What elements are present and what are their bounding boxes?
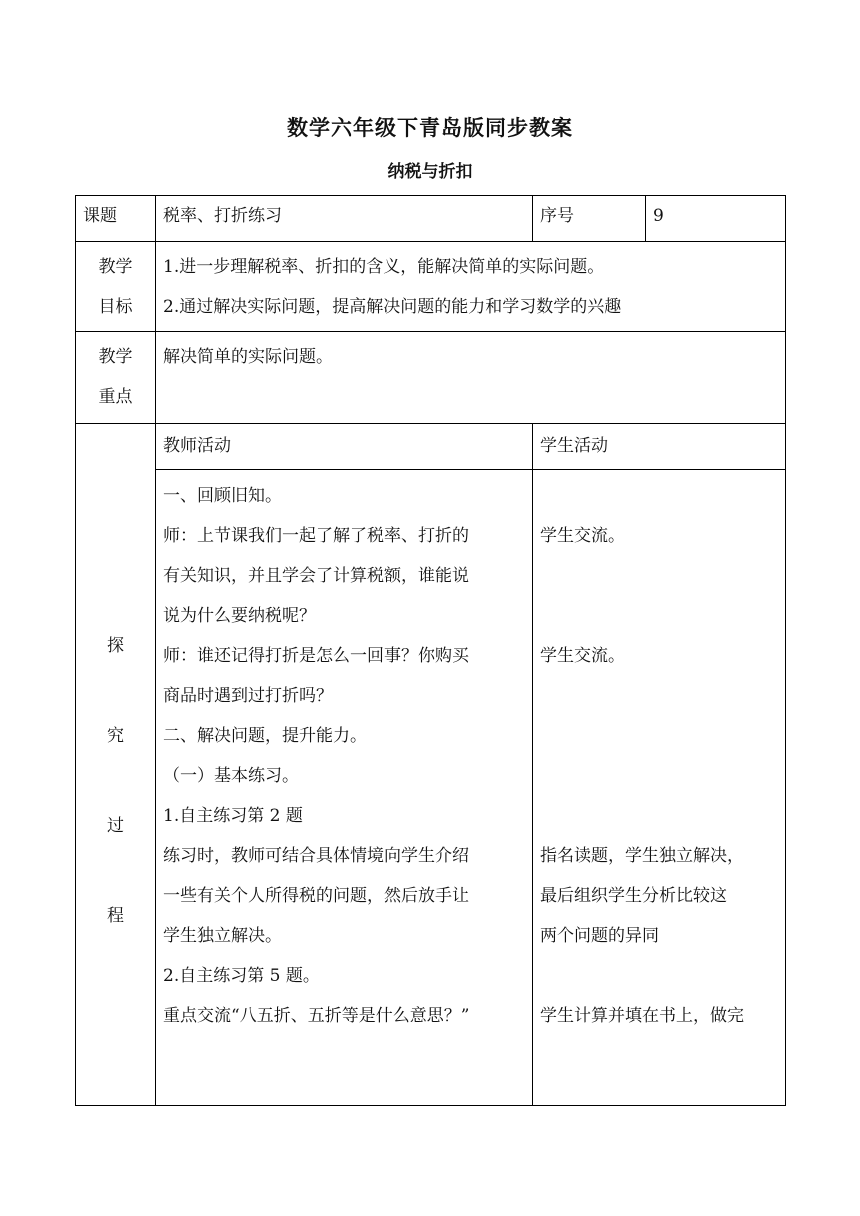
goal-line: 1.进一步理解税率、折扣的含义，能解决简单的实际问题。	[163, 257, 605, 277]
focus-text: 解决简单的实际问题。	[163, 347, 333, 367]
teacher-line: 说为什么要纳税呢？	[163, 606, 316, 626]
topic-label-cell	[76, 196, 156, 242]
teacher-line: 一、回顾旧知。	[163, 486, 282, 506]
student-line	[540, 556, 778, 596]
teacher-line: 1.自主练习第 2 题	[163, 806, 303, 826]
teacher-line: 练习时，教师可结合具体情境向学生介绍	[163, 846, 469, 866]
process-label-char: 程	[107, 906, 124, 926]
focus-content-cell	[156, 332, 786, 424]
process-label-char: 探	[107, 636, 124, 656]
activity-header-row	[76, 424, 786, 470]
activity-content-row	[76, 470, 786, 1106]
student-line	[540, 476, 778, 516]
teacher-line: 师：上节课我们一起了解了税率、打折的	[163, 526, 469, 546]
goal-line: 2.通过解决实际问题，提高解决问题的能力和学习数学的兴趣	[163, 297, 622, 317]
student-line: 指名读题，学生独立解决，	[540, 846, 744, 866]
focus-row	[76, 332, 786, 424]
goals-content-cell	[156, 242, 786, 332]
student-line: 学生交流。	[540, 526, 625, 546]
teacher-activity-cell	[156, 470, 533, 1106]
sequence-label: 序号	[540, 206, 574, 226]
student-line	[540, 676, 778, 716]
document-title: 数学六年级下青岛版同步教案	[287, 116, 573, 140]
teacher-line: 二、解决问题，提升能力。	[163, 726, 367, 746]
teacher-line: 师：谁还记得打折是怎么一回事？你购买	[163, 646, 469, 666]
process-label	[83, 424, 148, 939]
student-line	[540, 596, 778, 636]
teacher-line: 有关知识，并且学会了计算税额，谁能说	[163, 566, 469, 586]
student-activity-cell	[533, 470, 786, 1106]
goals-label-line: 目标	[98, 297, 133, 317]
sequence-value: 9	[653, 206, 664, 226]
process-label-char: 过	[107, 816, 124, 836]
teacher-line: （一）基本练习。	[163, 766, 299, 786]
student-line	[540, 716, 778, 756]
lesson-plan-table	[75, 195, 786, 1106]
student-line	[540, 756, 778, 796]
student-header-cell	[533, 424, 786, 470]
goals-label-cell	[76, 242, 156, 332]
goals-label-line: 教学	[98, 257, 133, 277]
process-label-cell	[76, 424, 156, 1106]
teacher-line: 一些有关个人所得税的问题，然后放手让	[163, 886, 469, 906]
topic-value-cell	[156, 196, 533, 242]
teacher-line: 重点交流“八五折、五折等是什么意思？”	[163, 1006, 470, 1026]
student-line: 学生计算并填在书上，做完	[540, 1006, 744, 1026]
topic-value: 税率、打折练习	[163, 206, 282, 226]
teacher-activity-header: 教师活动	[163, 436, 231, 456]
teacher-header-cell	[156, 424, 533, 470]
student-line: 最后组织学生分析比较这	[540, 886, 727, 906]
topic-label: 课题	[83, 206, 117, 226]
student-line: 两个问题的异同	[540, 926, 659, 946]
topic-row	[76, 196, 786, 242]
focus-label-line: 教学	[98, 347, 133, 367]
document-subtitle: 纳税与折扣	[387, 162, 473, 182]
process-label-char: 究	[107, 726, 124, 746]
focus-label-cell	[76, 332, 156, 424]
focus-label-line: 重点	[98, 387, 133, 407]
teacher-line: 商品时遇到过打折吗？	[163, 686, 333, 706]
goals-row	[76, 242, 786, 332]
teacher-line: 学生独立解决。	[163, 926, 282, 946]
student-activity-header: 学生活动	[540, 436, 608, 456]
sequence-label-cell	[533, 196, 646, 242]
student-line	[540, 956, 778, 996]
student-line: 学生交流。	[540, 646, 625, 666]
student-line	[540, 796, 778, 836]
sequence-value-cell	[646, 196, 786, 242]
teacher-line: 2.自主练习第 5 题。	[163, 966, 320, 986]
